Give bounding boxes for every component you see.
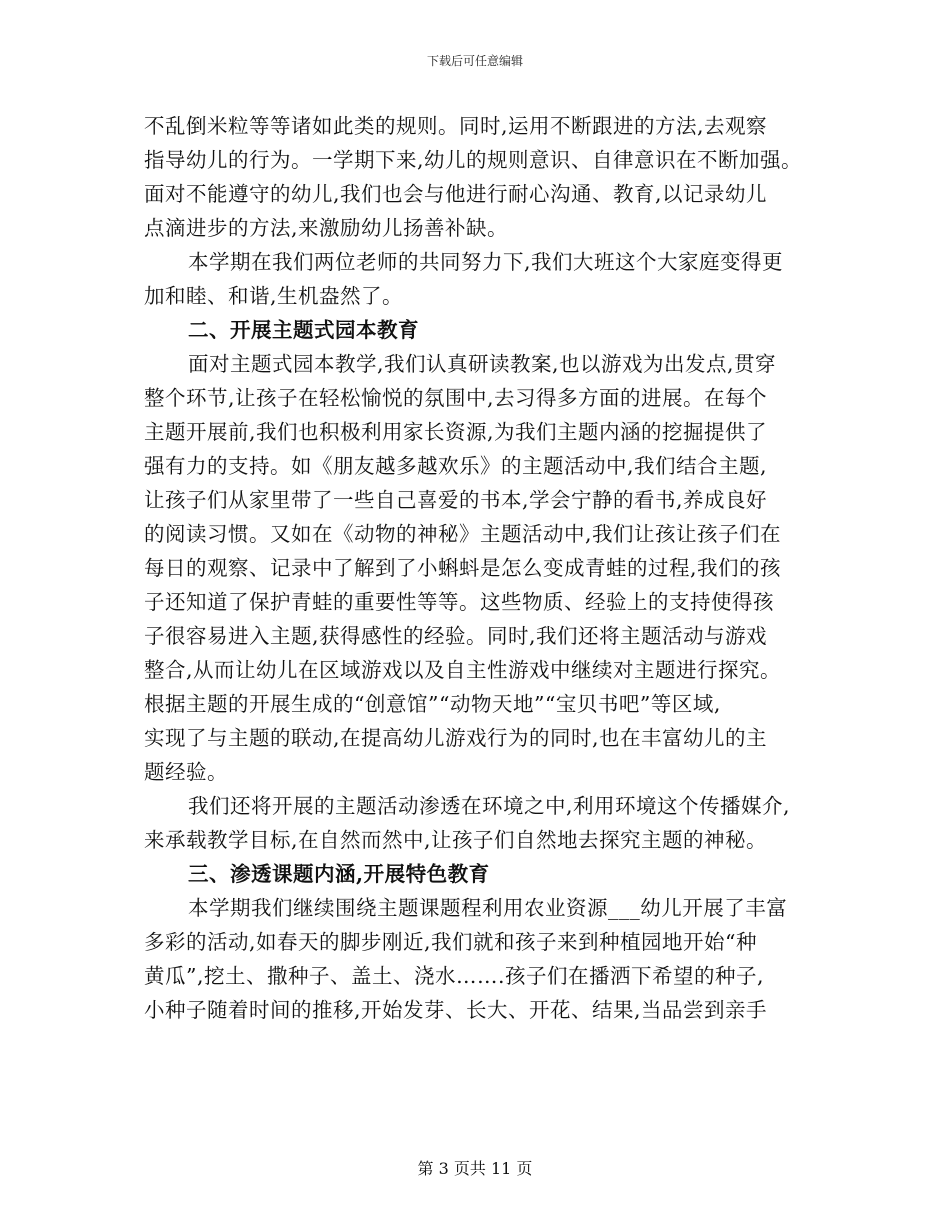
paragraph-line: 加和睦、和谐,生机盎然了。: [144, 284, 404, 308]
paragraph-line: 不乱倒米粒等等诸如此类的规则。同时,运用不断跟进的方法,去观察: [144, 114, 768, 138]
paragraph-line: 子很容易进入主题,获得感性的经验。同时,我们还将主题活动与游戏: [144, 624, 768, 648]
paragraph-line: 整个环节,让孩子在轻松愉悦的氛围中,去习得多方面的进展。在每个: [144, 386, 768, 410]
paragraph-line: 每日的观察、记录中了解到了小蝌蚪是怎么变成青蛙的过程,我们的孩: [144, 556, 782, 580]
paragraph-line: 指导幼儿的行为。一学期下来,幼儿的规则意识、自律意识在不断加强。: [144, 148, 803, 172]
paragraph-line: 主题开展前,我们也积极利用家长资源,为我们主题内涵的挖掘提供了: [144, 420, 768, 444]
paragraph-line: 的阅读习惯。又如在《动物的神秘》主题活动中,我们让孩让孩子们在: [144, 522, 782, 546]
paragraph-line: 本学期我们继续围绕主题课题程利用农业资源___幼儿开展了丰富: [188, 896, 788, 920]
paragraph-line: 小种子随着时间的推移,开始发芽、长大、开花、结果,当品尝到亲手: [144, 998, 768, 1022]
paragraph-line: 子还知道了保护青蛙的重要性等等。这些物质、经验上的支持使得孩: [144, 590, 774, 614]
paragraph-line: 让孩子们从家里带了一些自己喜爱的书本,学会宁静的看书,养成良好: [144, 488, 768, 512]
page-footer: 第 3 页共 11 页: [417, 1159, 533, 1178]
section-heading: 二、开展主题式园本教育: [188, 318, 419, 342]
paragraph-line: 面对不能遵守的幼儿,我们也会与他进行耐心沟通、教育,以记录幼儿: [144, 182, 768, 206]
paragraph-line: 黄瓜”,挖土、撒种子、盖土、浇水…….孩子们在播洒下希望的种子,: [144, 964, 765, 988]
paragraph-line: 点滴进步的方法,来激励幼儿扬善补缺。: [144, 216, 509, 240]
paragraph-line: 我们还将开展的主题活动渗透在环境之中,利用环境这个传播媒介,: [188, 794, 791, 818]
paragraph-line: 来承载教学目标,在自然而然中,让孩子们自然地去探究主题的神秘。: [144, 828, 768, 852]
paragraph-line: 本学期在我们两位老师的共同努力下,我们大班这个大家庭变得更: [188, 250, 784, 274]
paragraph-line: 实现了与主题的联动,在提高幼儿游戏行为的同时,也在丰富幼儿的主: [144, 726, 768, 750]
paragraph-line: 整合,从而让幼儿在区域游戏以及自主性游戏中继续对主题进行探究。: [144, 658, 782, 682]
paragraph-line: 根据主题的开展生成的“创意馆”“动物天地”“宝贝书吧”等区域,: [144, 692, 721, 716]
page-header: 下载后可任意编辑: [426, 54, 523, 68]
paragraph-line: 面对主题式园本教学,我们认真研读教案,也以游戏为出发点,贯穿: [188, 352, 777, 376]
paragraph-line: 强有力的支持。如《朋友越多越欢乐》的主题活动中,我们结合主题,: [144, 454, 768, 478]
paragraph-line: 多彩的活动,如春天的脚步刚近,我们就和孩子来到种植园地开始“种: [144, 930, 758, 954]
section-heading: 三、渗透课题内涵,开展特色教育: [188, 862, 490, 886]
paragraph-line: 题经验。: [144, 760, 228, 784]
